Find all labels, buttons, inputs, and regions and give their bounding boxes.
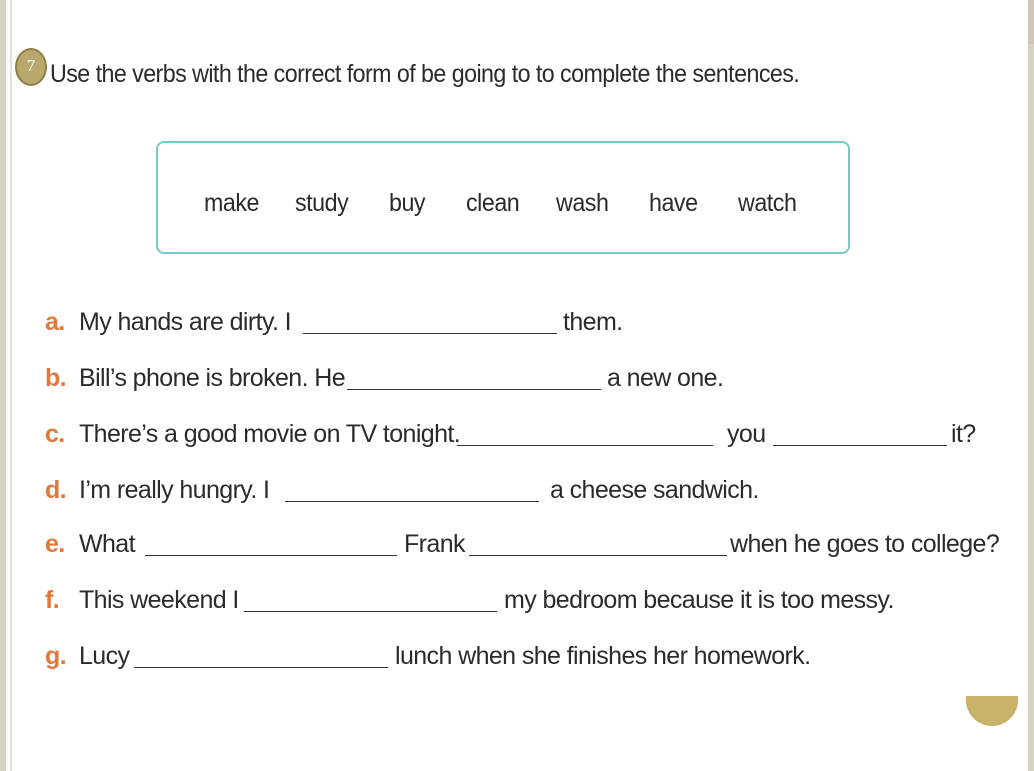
sentence-text: There’s a good movie on TV tonight. xyxy=(79,420,461,448)
answer-blank[interactable] xyxy=(244,611,497,612)
sentence-text: I’m really hungry. I xyxy=(79,476,270,504)
sentence-text: a new one. xyxy=(607,364,724,392)
sentence-text: Bill’s phone is broken. He xyxy=(79,364,346,392)
word-bank-item: study xyxy=(295,189,349,217)
sentence-text: What xyxy=(79,530,135,558)
sentence-text: it? xyxy=(951,420,976,448)
sentence-text: them. xyxy=(563,308,623,336)
answer-blank[interactable] xyxy=(134,667,388,668)
word-bank-box xyxy=(156,141,850,254)
slide-border-left-inner xyxy=(10,0,12,771)
word-bank-item: clean xyxy=(466,189,520,217)
sentence-text: Lucy xyxy=(79,642,130,670)
sentence-text: when he goes to college? xyxy=(730,530,1000,558)
word-bank-item: make xyxy=(204,189,260,217)
answer-blank[interactable] xyxy=(303,333,557,334)
word-bank-item: have xyxy=(649,189,698,217)
sentence-text: lunch when she finishes her homework. xyxy=(395,642,811,670)
answer-blank[interactable] xyxy=(285,501,539,502)
corner-decoration xyxy=(966,696,1018,726)
word-bank-item: buy xyxy=(389,189,426,217)
sentence-label: d. xyxy=(45,476,67,504)
word-bank-item: watch xyxy=(738,189,797,217)
answer-blank[interactable] xyxy=(347,389,601,390)
exercise-number-badge: 7 xyxy=(15,48,47,86)
sentence-text: Frank xyxy=(404,530,465,558)
slide-border-left xyxy=(0,0,6,771)
answer-blank[interactable] xyxy=(457,445,713,446)
sentence-label: f. xyxy=(45,586,60,614)
exercise-instruction: Use the verbs with the correct form of be going to to complete the sentences. xyxy=(50,60,800,88)
sentence-label: e. xyxy=(45,530,65,558)
sentence-text: my bedroom because it is too messy. xyxy=(504,586,894,614)
sentence-text: you xyxy=(727,420,766,448)
answer-blank[interactable] xyxy=(469,555,727,556)
sentence-text: My hands are dirty. I xyxy=(79,308,292,336)
sentence-text: This weekend I xyxy=(79,586,239,614)
word-bank-item: wash xyxy=(556,189,609,217)
answer-blank[interactable] xyxy=(773,445,947,446)
sentence-label: b. xyxy=(45,364,67,392)
sentence-text: a cheese sandwich. xyxy=(550,476,759,504)
slide-border-right-cap xyxy=(1028,0,1034,44)
sentence-label: g. xyxy=(45,642,67,670)
sentence-label: c. xyxy=(45,420,65,448)
sentence-label: a. xyxy=(45,308,65,336)
answer-blank[interactable] xyxy=(145,555,397,556)
slide-border-right xyxy=(1028,0,1034,771)
